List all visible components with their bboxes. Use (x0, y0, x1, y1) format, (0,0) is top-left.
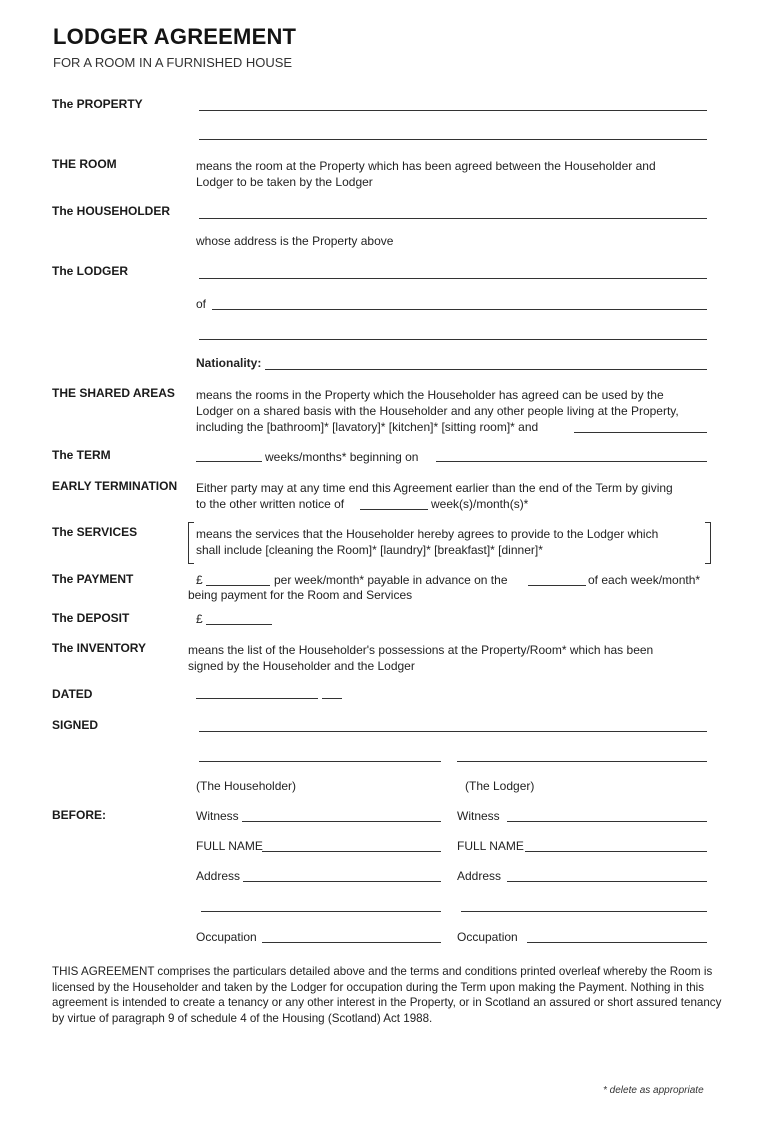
property-line-1[interactable] (199, 110, 707, 111)
lodger-of-text: of (196, 297, 207, 311)
fullname-right-label: FULL NAME (457, 839, 524, 853)
occupation-right-label: Occupation (457, 930, 518, 944)
lodger-name-line[interactable] (199, 278, 707, 279)
label-before: BEFORE: (52, 808, 106, 822)
room-text-1: means the room at the Property which has been agreed between the Householder and (196, 159, 656, 173)
delete-note: * delete as appropriate (603, 1085, 704, 1096)
payment-text-1: per week/month* payable in advance on the (274, 573, 508, 587)
inventory-text-1: means the list of the Householder's possessions at the Property/Room* which has been (188, 643, 654, 657)
label-shared-areas: THE SHARED AREAS (52, 386, 175, 400)
label-payment: The PAYMENT (52, 572, 134, 586)
services-text-1: means the services that the Householder hereby agrees to provide to the Lodger which (196, 527, 659, 541)
services-text-2: shall include [cleaning the Room]* [laundry]* [breakfast]* [dinner]* (196, 543, 543, 557)
label-householder: The HOUSEHOLDER (52, 204, 171, 218)
witness-right-label: Witness (457, 809, 500, 823)
shared-text-1: means the rooms in the Property which the Householder has agreed can be used by the (196, 388, 664, 402)
fullname-right-line[interactable] (525, 851, 707, 852)
shared-text-3: including the [bathroom]* [lavatory]* [kitchen]* [sitting room]* and (196, 420, 539, 434)
nationality-label: Nationality: (196, 356, 262, 370)
label-services: The SERVICES (52, 525, 138, 539)
payment-text-3: being payment for the Room and Services (188, 588, 413, 602)
dated-year-line[interactable] (322, 698, 342, 699)
occupation-right-line[interactable] (527, 942, 707, 943)
lodger-signature-line[interactable] (457, 761, 707, 762)
term-length-line[interactable] (196, 461, 262, 462)
term-text: weeks/months* beginning on (265, 450, 419, 464)
witness-left-label: Witness (196, 809, 239, 823)
page-subtitle: FOR A ROOM IN A FURNISHED HOUSE (53, 55, 293, 70)
witness-left-line[interactable] (242, 821, 441, 822)
shared-other-line[interactable] (574, 432, 707, 433)
address-left-line-2[interactable] (201, 911, 441, 912)
services-bracket-left (188, 522, 194, 564)
inventory-text-2: signed by the Householder and the Lodger (188, 659, 415, 673)
early-text-3: week(s)/month(s)* (431, 497, 529, 511)
room-text-2: Lodger to be taken by the Lodger (196, 175, 373, 189)
occupation-left-line[interactable] (262, 942, 441, 943)
lodger-of-line[interactable] (212, 309, 707, 310)
early-notice-line[interactable] (360, 509, 428, 510)
term-start-line[interactable] (436, 461, 707, 462)
deposit-pound: £ (196, 612, 203, 626)
page-title: LODGER AGREEMENT (53, 24, 297, 49)
payment-day-line[interactable] (528, 585, 586, 586)
deposit-amount-line[interactable] (206, 624, 272, 625)
dated-line[interactable] (196, 698, 318, 699)
label-inventory: The INVENTORY (52, 641, 147, 655)
property-line-2[interactable] (199, 139, 707, 140)
witness-right-line[interactable] (507, 821, 707, 822)
address-right-line[interactable] (507, 881, 707, 882)
occupation-left-label: Occupation (196, 930, 257, 944)
address-right-line-2[interactable] (461, 911, 707, 912)
householder-address-text: whose address is the Property above (196, 234, 394, 248)
address-right-label: Address (457, 869, 502, 883)
label-early-termination: EARLY TERMINATION (52, 479, 178, 493)
address-left-line[interactable] (243, 881, 441, 882)
lodger-address-line[interactable] (199, 339, 707, 340)
payment-pound: £ (196, 573, 203, 587)
label-term: The TERM (52, 448, 111, 462)
householder-caption: (The Householder) (196, 779, 297, 793)
payment-amount-line[interactable] (206, 585, 270, 586)
nationality-line[interactable] (265, 369, 707, 370)
householder-name-line[interactable] (199, 218, 707, 219)
agreement-paragraph: THIS AGREEMENT comprises the particulars detailed above and the terms and conditions printed overleaf whereby the Room is licensed by the Householder and taken by the Lodger for occupation during the Term upon making the Payment. Nothing in this agreement is intended to create a tenancy or any other interest in the Property, or in Scotland an assured or short assured tenancy by virtue of paragraph 9 of schedule 4 of the Housing (Scotland) Act 1988. (52, 965, 722, 1025)
label-lodger: The LODGER (52, 264, 129, 278)
signed-line-top[interactable] (199, 731, 707, 732)
label-room: THE ROOM (52, 157, 117, 171)
address-left-label: Address (196, 869, 241, 883)
fullname-left-line[interactable] (262, 851, 441, 852)
householder-signature-line[interactable] (199, 761, 441, 762)
payment-text-2: of each week/month* (588, 573, 701, 587)
label-signed: SIGNED (52, 718, 99, 732)
fullname-left-label: FULL NAME (196, 839, 263, 853)
shared-text-2: Lodger on a shared basis with the Householder and any other people living at the Property, (196, 404, 679, 418)
early-text-1: Either party may at any time end this Agreement earlier than the end of the Term by giving (196, 481, 673, 495)
label-deposit: The DEPOSIT (52, 611, 130, 625)
early-text-2: to the other written notice of (196, 497, 345, 511)
services-bracket-right (705, 522, 711, 564)
lodger-caption: (The Lodger) (465, 779, 535, 793)
label-property: The PROPERTY (52, 97, 143, 111)
label-dated: DATED (52, 687, 93, 701)
